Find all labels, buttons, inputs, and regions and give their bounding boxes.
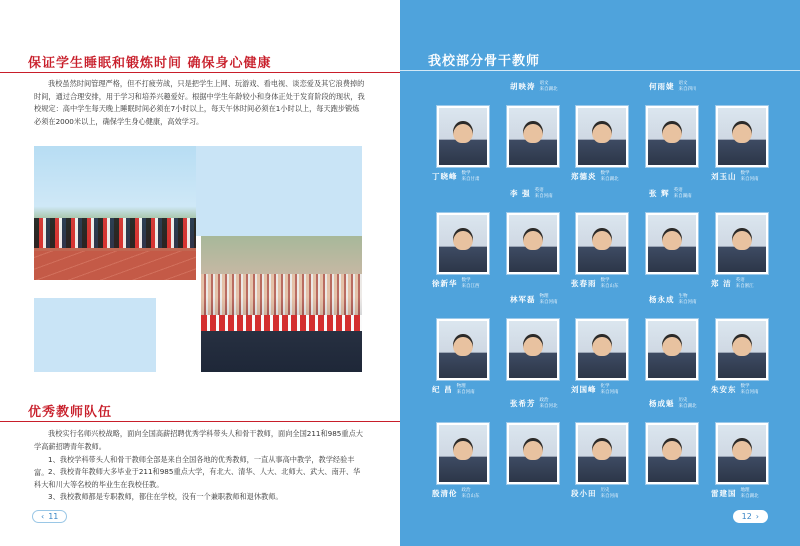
teacher-caption (510, 294, 558, 305)
teacher-origin: 来自河南 (740, 389, 759, 395)
teacher-name: 郑德炎 (571, 172, 597, 181)
teacher-origin: 来自山东 (600, 283, 619, 289)
teacher-origin: 来自河南 (740, 176, 759, 182)
teacher-origin: 来自湖北 (600, 176, 619, 182)
teacher-photo (575, 422, 629, 485)
section-rule (0, 421, 400, 422)
teacher-subject: 物理 (456, 384, 466, 389)
teacher-subject: 物理 (539, 294, 549, 299)
teacher-photo (506, 422, 560, 485)
teacher-caption (711, 278, 754, 289)
teacher-subject: 数学 (740, 171, 750, 176)
teacher-caption (711, 384, 759, 395)
teacher-origin: 来自四川 (678, 86, 697, 92)
teacher-photo (436, 105, 490, 168)
teacher-caption (432, 384, 475, 395)
teacher-origin: 来自湖北 (539, 86, 558, 92)
teacher-name: 朱安东 (711, 385, 737, 394)
teacher-photo (645, 105, 699, 168)
teacher-name: 杨成魁 (649, 399, 675, 408)
teacher-card (645, 398, 713, 485)
teacher-card (645, 81, 713, 168)
teacher-name: 殷清伦 (432, 489, 458, 498)
left-topbar (0, 0, 400, 42)
teacher-card (571, 212, 643, 289)
teacher-card (432, 105, 504, 182)
teacher-card (711, 105, 783, 182)
teacher-photo (575, 318, 629, 381)
sleep-exercise-paragraph: 我校虽然时间管理严格，但不打疲劳战，只是把学生上网、玩游戏、看电视、谈恋爱及其它浪费掉的时间，通过合理安排，用于学习和培养兴趣爱好。根据中学生年龄较小和身体正处于发育阶段的现状，我校规定：高中学生每天晚上睡眠时间必须在7小时以上，每天午休时间必须在1小时以上，每天跑步锻炼必须在2000米以上，确保学生身心健康，高效学习。 (34, 79, 365, 126)
teacher-card (571, 105, 643, 182)
teacher-photo (436, 212, 490, 275)
teacher-card (506, 81, 574, 168)
teacher-subject: 政治 (461, 488, 471, 493)
teacher-card (645, 188, 713, 275)
teacher-origin: 来自湖南 (673, 193, 692, 199)
page-number-right (733, 508, 768, 524)
teacher-origin: 来自湖北 (740, 493, 759, 499)
teacher-name: 张希芳 (510, 399, 536, 408)
teacher-card (506, 398, 574, 485)
teachers-point-3: 3、我校教师都是专职教师，都住在学校，没有一个兼职教师和退休教师。 (48, 492, 283, 501)
teacher-origin: 来自河南 (534, 193, 553, 199)
teacher-subject: 数学 (600, 171, 610, 176)
teacher-subject: 历史 (678, 398, 688, 403)
teacher-photo (715, 105, 769, 168)
teacher-name: 杨永成 (649, 295, 675, 304)
teacher-name: 张 辉 (649, 189, 670, 198)
teachers-page-title: 我校部分骨干教师 (428, 54, 541, 69)
section-title: 优秀教师队伍 (28, 405, 113, 420)
teacher-caption (649, 398, 697, 409)
teacher-photo (436, 422, 490, 485)
decor-blue-box (196, 146, 362, 236)
teacher-subject: 英语 (673, 188, 683, 193)
teacher-card (571, 318, 643, 395)
teacher-origin: 来自河南 (600, 493, 619, 499)
teacher-caption (711, 488, 759, 499)
teacher-name: 何雨婕 (649, 82, 675, 91)
teacher-name: 雷建国 (711, 489, 737, 498)
teacher-card (711, 212, 783, 289)
teacher-card (711, 422, 783, 499)
teacher-subject: 数学 (600, 278, 610, 283)
title-rule (400, 70, 800, 71)
teacher-caption (649, 294, 697, 305)
teacher-photo (645, 212, 699, 275)
teacher-card (506, 294, 574, 381)
right-topbar (400, 0, 800, 42)
chevron-left-icon: ‹ (41, 511, 45, 521)
teacher-photo (645, 318, 699, 381)
page-number: 12 (741, 511, 752, 521)
teacher-subject: 语文 (539, 81, 549, 86)
teacher-caption (649, 81, 697, 92)
teacher-name: 段小田 (571, 489, 597, 498)
section-rule (0, 72, 400, 73)
teacher-name: 丁晓峰 (432, 172, 458, 181)
teacher-subject: 生物 (678, 294, 688, 299)
teacher-card (432, 318, 504, 395)
teacher-photo (506, 212, 560, 275)
teacher-subject: 历史 (600, 488, 610, 493)
teacher-caption (432, 278, 480, 289)
teacher-photo (575, 212, 629, 275)
raised-arms-photo (201, 236, 362, 372)
teachers-paragraph: 我校实行名师兴校战略，面向全国高薪招聘优秀学科带头人和骨干教师，面向全国211和985重点大学高薪招聘青年教师。 (34, 429, 363, 451)
teacher-origin: 来自湖北 (678, 403, 697, 409)
teacher-photo (506, 318, 560, 381)
teacher-name: 刘玉山 (711, 172, 737, 181)
teacher-name: 李 强 (510, 189, 531, 198)
teacher-caption (711, 171, 759, 182)
teacher-origin: 来自甘肃 (461, 176, 480, 182)
teacher-subject: 语文 (678, 81, 688, 86)
teacher-card (645, 294, 713, 381)
teacher-subject: 政治 (539, 398, 549, 403)
teacher-origin: 来自河北 (539, 403, 558, 409)
teacher-card (506, 188, 574, 275)
teacher-photo (715, 422, 769, 485)
page-number-left (32, 508, 67, 524)
teacher-name: 郑 洁 (711, 279, 732, 288)
teacher-origin: 来自河南 (456, 389, 475, 395)
teacher-card (432, 422, 504, 499)
teacher-name: 纪 昌 (432, 385, 453, 394)
teacher-subject: 地理 (740, 488, 750, 493)
teacher-origin: 来自江西 (461, 283, 480, 289)
teacher-subject: 数学 (740, 384, 750, 389)
teacher-origin: 来自河南 (539, 299, 558, 305)
teachers-point-2: 2、我校青年教师大多毕业于211和985重点大学，有北大、清华、人大、北师大、武大、南开、华科大和川大等名校的毕业生在我校任教。 (34, 467, 361, 489)
teacher-caption (510, 81, 558, 92)
teacher-subject: 数学 (461, 171, 471, 176)
teacher-subject: 英语 (534, 188, 544, 193)
sleep-exercise-section-header (28, 52, 272, 72)
teacher-name: 胡映涛 (510, 82, 536, 91)
teacher-caption (432, 488, 480, 499)
teacher-name: 刘国峰 (571, 385, 597, 394)
chevron-right-icon: › (755, 511, 759, 521)
teacher-caption (571, 384, 619, 395)
teacher-caption (571, 488, 619, 499)
teacher-origin: 来自浙江 (735, 283, 754, 289)
teacher-card (571, 422, 643, 499)
page-number: 11 (48, 511, 59, 521)
teacher-name: 张春雨 (571, 279, 597, 288)
decor-blue-box (34, 298, 156, 372)
section-title: 保证学生睡眠和锻炼时间 确保身心健康 (28, 56, 272, 71)
teacher-card (711, 318, 783, 395)
teacher-photo (715, 212, 769, 275)
teacher-caption (571, 171, 619, 182)
teachers-section-header (28, 401, 112, 421)
teacher-subject: 英语 (735, 278, 745, 283)
teacher-name: 林军磊 (510, 295, 536, 304)
teacher-origin: 来自山东 (461, 493, 480, 499)
teacher-card (432, 212, 504, 289)
teacher-subject: 数学 (461, 278, 471, 283)
teacher-subject: 化学 (600, 384, 610, 389)
teacher-photo (506, 105, 560, 168)
teacher-caption (510, 398, 558, 409)
marching-students-photo (34, 146, 196, 280)
teacher-photo (436, 318, 490, 381)
teacher-photo (575, 105, 629, 168)
teacher-photo (645, 422, 699, 485)
teacher-caption (571, 278, 619, 289)
teacher-origin: 来自河南 (678, 299, 697, 305)
teacher-caption (649, 188, 692, 199)
teachers-point-1: 1、我校学科带头人和骨干教师全部是来自全国各地的优秀教师，一直从事高中教学，教学经验丰富。 (34, 455, 355, 477)
teacher-caption (432, 171, 480, 182)
teacher-caption (510, 188, 553, 199)
teacher-photo (715, 318, 769, 381)
right-page (400, 0, 800, 546)
teacher-name: 徐新华 (432, 279, 458, 288)
teacher-origin: 来自河南 (600, 389, 619, 395)
